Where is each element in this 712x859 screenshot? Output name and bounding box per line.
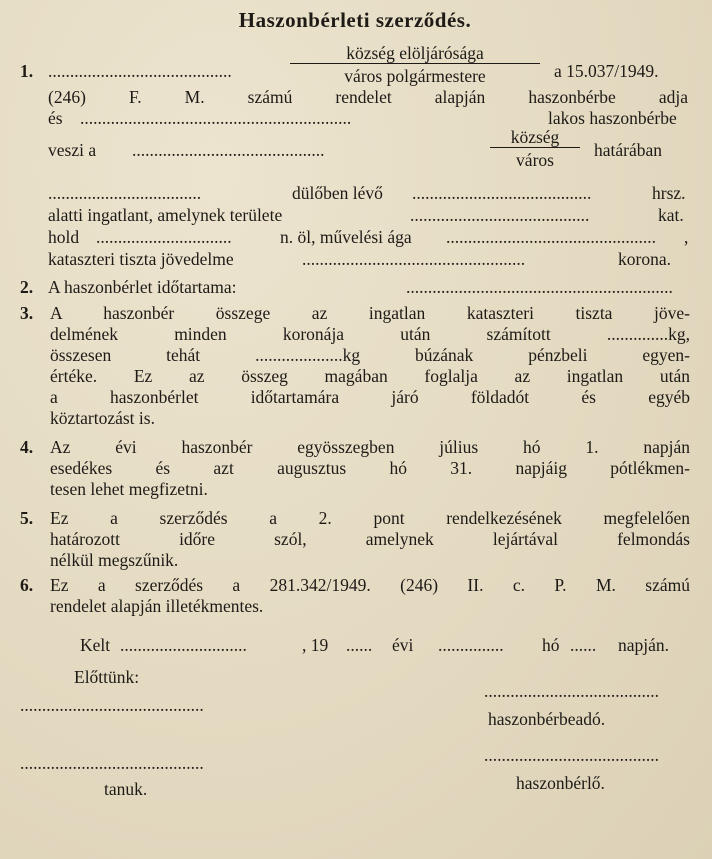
section-1-hrsz: hrsz. xyxy=(652,183,686,203)
date-place-line xyxy=(20,631,690,661)
section-1-kat: kat. xyxy=(658,205,684,225)
section-1-cultivation-text: n. öl, művelési ága xyxy=(280,227,412,247)
kelt-napjan: napján. xyxy=(618,635,670,655)
document-title: Haszonbérleti szerződés. xyxy=(238,8,472,32)
before-us-label: Előttünk: xyxy=(74,667,140,687)
section-5-line-2: határozott időre szól, amelynek lejártával felmondás xyxy=(50,529,690,549)
section-6-line-2: rendelet alapján illetékmentes. xyxy=(50,596,264,616)
signature-block xyxy=(20,661,690,821)
section-6 xyxy=(20,575,690,617)
section-5 xyxy=(20,508,690,571)
section-2-blank: ............................................................. xyxy=(406,277,673,297)
lessee-label: haszonbérlő. xyxy=(516,773,605,793)
kelt-year-blank: ...... xyxy=(346,635,373,655)
section-1-blank-5: ......................................... xyxy=(412,183,592,203)
section-1-korona: korona. xyxy=(618,249,671,269)
section-1-number: 1. xyxy=(20,61,34,81)
section-1-boundary: határában xyxy=(594,140,663,160)
section-1-blank-6: ......................................... xyxy=(410,205,590,225)
section-3-line-1: A haszonbér összege az ingatlan kataszteri tiszta jöve- xyxy=(50,303,690,323)
authority-village: község elöljárósága xyxy=(290,43,540,64)
witnesses-label: tanuk. xyxy=(104,779,148,799)
locality-village: község xyxy=(490,127,580,148)
section-3-line-5: a haszonbérlet időtartamára járó földadót és egyéb xyxy=(50,387,690,407)
section-4-line-2: esedékes és azt augusztus hó 31. napjáig pótlékmen- xyxy=(50,458,690,478)
section-1-blank-3: ............................................ xyxy=(132,140,325,160)
section-4-number: 4. xyxy=(20,437,34,457)
locality-choice xyxy=(490,127,580,170)
section-1-and: és xyxy=(48,108,63,128)
section-3-line-6: köztartozást is. xyxy=(50,408,155,428)
section-2-text: A haszonbérlet időtartama: xyxy=(48,277,237,297)
section-3-number: 3. xyxy=(20,303,34,323)
lessor-signature-line: ........................................ xyxy=(484,681,659,701)
authority-choice xyxy=(290,43,540,86)
section-1-comma: , xyxy=(684,227,689,247)
section-3-line-2: delmének minden koronája után számított ..............kg, xyxy=(50,324,690,344)
section-4 xyxy=(20,437,690,500)
section-1-blank-1: .......................................... xyxy=(48,61,232,81)
section-3-line-3: összesen tehát ....................kg búzának pénzbeli egyen- xyxy=(50,345,690,365)
section-5-number: 5. xyxy=(20,508,34,528)
kelt-place-blank: ............................. xyxy=(120,635,247,655)
section-4-line-1: Az évi haszonbér egyösszegben július hó 1. napján xyxy=(50,437,690,457)
section-1-lessee-text: lakos haszonbérbe xyxy=(548,108,677,128)
section-6-line-1: Ez a szerződés a 281.342/1949. (246) II. c. P. M. számú xyxy=(50,575,690,595)
section-1-blank-8: ................................................ xyxy=(446,227,656,247)
kelt-ho: hó xyxy=(542,635,560,655)
section-1-income-text: kataszteri tiszta jövedelme xyxy=(48,249,234,269)
section-6-number: 6. xyxy=(20,575,34,595)
section-1-area-text: alatti ingatlant, amelynek területe xyxy=(48,205,283,225)
section-3 xyxy=(20,303,690,429)
lessee-signature-line: ........................................ xyxy=(484,745,659,765)
kelt-year-prefix: , 19 xyxy=(302,635,329,655)
witness-2-line: .......................................... xyxy=(20,753,204,773)
section-1-line-2: (246) F. M. számú rendelet alapján haszonbérbe adja xyxy=(48,87,688,107)
section-1-blank-2: .............................................................. xyxy=(80,108,352,128)
section-1-blank-7: ............................... xyxy=(96,227,232,247)
section-4-line-3: tesen lehet megfizetni. xyxy=(50,479,208,499)
decree-ref: a 15.037/1949. xyxy=(554,61,659,81)
section-5-line-1: Ez a szerződés a 2. pont rendelkezésének megfelelően xyxy=(50,508,690,528)
kelt-label: Kelt xyxy=(80,635,111,655)
section-2-number: 2. xyxy=(20,277,34,297)
section-1-hold: hold xyxy=(48,227,80,247)
kelt-day-blank: ...... xyxy=(570,635,597,655)
section-1-takes: veszi a xyxy=(48,140,97,160)
authority-town: város polgármestere xyxy=(344,66,486,86)
lessor-label: haszonbérbeadó. xyxy=(488,709,606,729)
witness-1-line: .......................................... xyxy=(20,695,204,715)
section-1-blank-9: ................................................... xyxy=(302,249,526,269)
section-1-blank-4: ................................... xyxy=(48,183,202,203)
kelt-evi: évi xyxy=(392,635,414,655)
kelt-month-blank: ............... xyxy=(438,635,504,655)
section-3-line-4: értéke. Ez az összeg magában foglalja az ingatlan után xyxy=(50,366,690,386)
section-5-line-3: nélkül megszűnik. xyxy=(50,550,179,570)
section-1 xyxy=(20,39,690,315)
section-1-field-text: dülőben lévő xyxy=(292,183,383,203)
locality-town: város xyxy=(516,150,554,170)
